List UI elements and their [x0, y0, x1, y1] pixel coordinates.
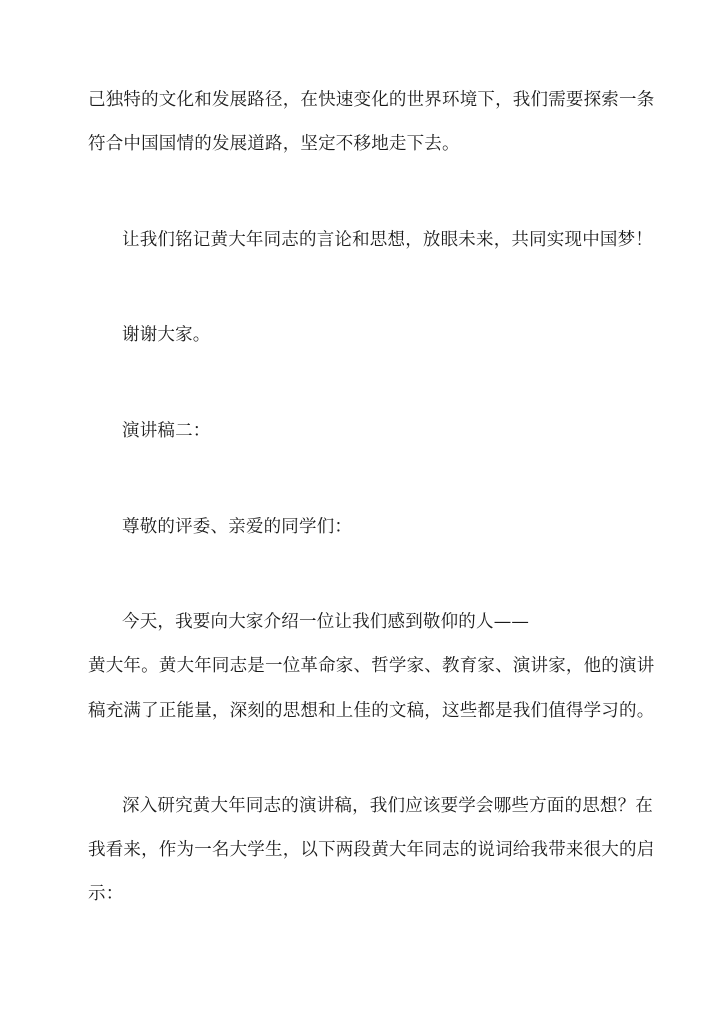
section-heading: 演讲稿二： [122, 421, 211, 441]
paragraph-line: 稿充满了正能量，深刻的思想和上佳的文稿，这些都是我们值得学习的。 [88, 701, 655, 721]
paragraph-line: 黄大年。黄大年同志是一位革命家、哲学家、教育家、演讲家，他的演讲 [88, 656, 655, 676]
paragraph-line: 符合中国国情的发展道路，坚定不移地走下去。 [88, 134, 460, 154]
paragraph-line: 我看来，作为一名大学生，以下两段黄大年同志的说词给我带来很大的启 [88, 840, 655, 860]
paragraph-line: 深入研究黄大年同志的演讲稿，我们应该要学会哪些方面的思想？在 [122, 796, 653, 816]
salutation: 尊敬的评委、亲爱的同学们： [122, 517, 353, 537]
paragraph-line: 让我们铭记黄大年同志的言论和思想，放眼未来，共同实现中国梦！ [122, 230, 653, 250]
paragraph-line: 己独特的文化和发展路径，在快速变化的世界环境下，我们需要探索一条 [88, 90, 655, 110]
paragraph-line: 示： [88, 884, 124, 904]
paragraph-line: 谢谢大家。 [122, 325, 211, 345]
paragraph-line: 今天，我要向大家介绍一位让我们感到敬仰的人—— [122, 612, 530, 632]
